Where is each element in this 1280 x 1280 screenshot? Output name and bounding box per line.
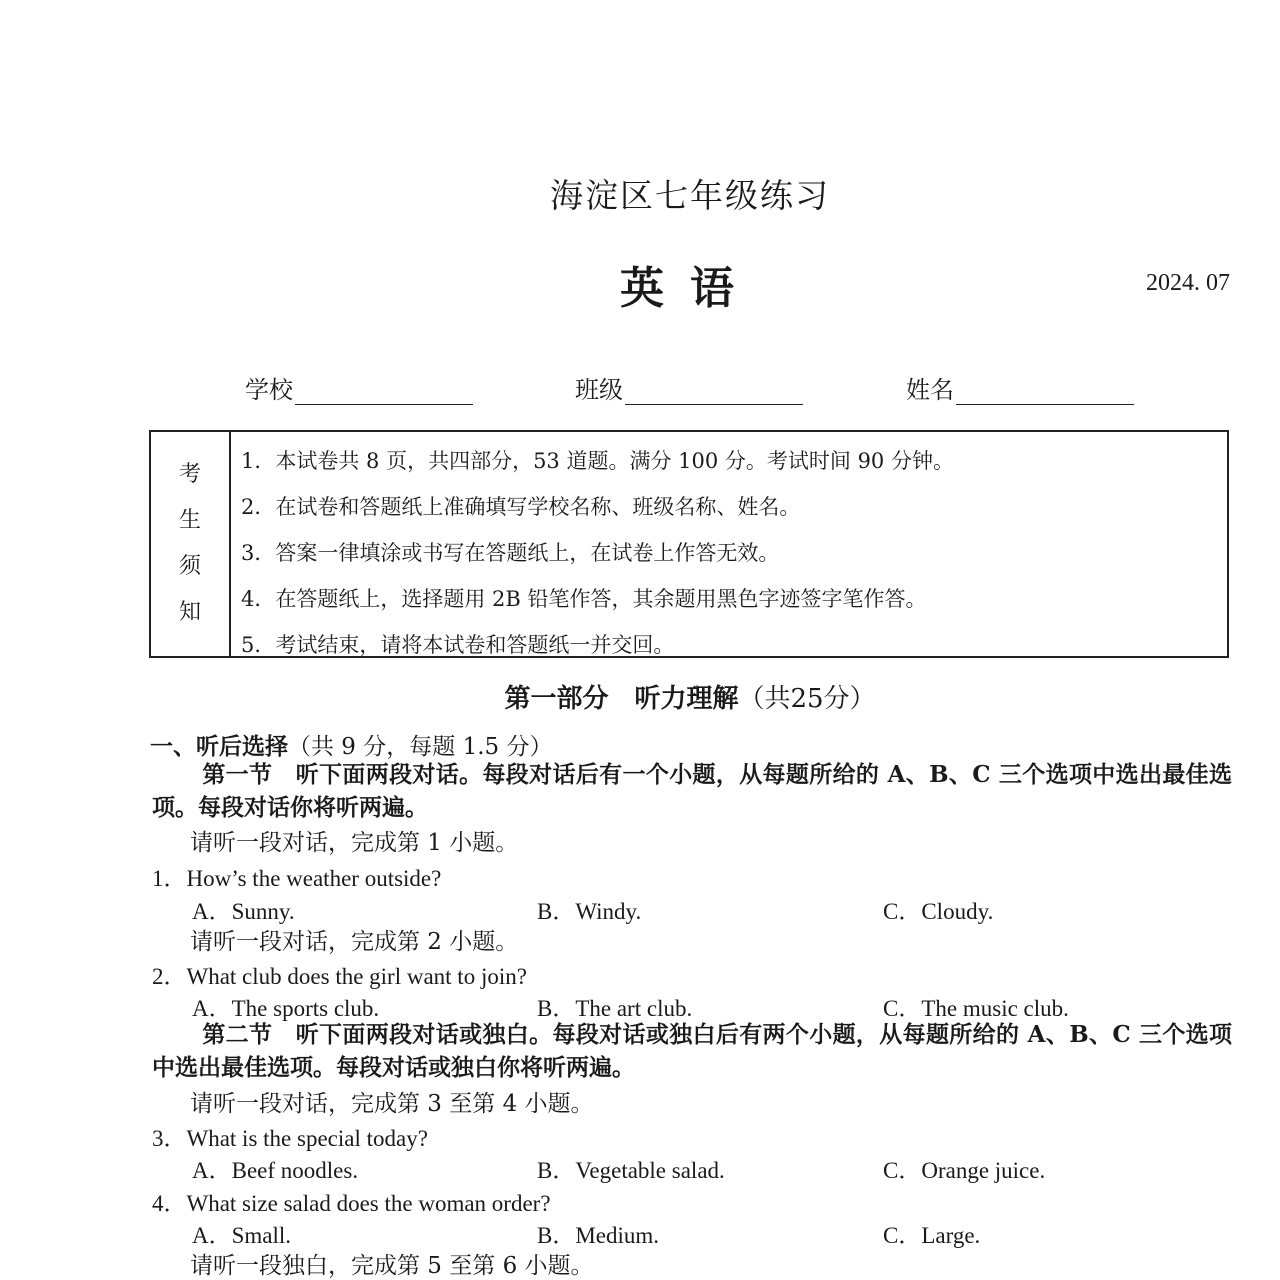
option-a[interactable]: A．Small. — [192, 1223, 292, 1248]
school-field[interactable] — [245, 370, 473, 405]
option-b[interactable]: B．The art club. — [537, 996, 693, 1021]
subsection-two-instruction — [152, 1018, 1232, 1084]
part-one-score: （共25分） — [738, 684, 876, 714]
option-b[interactable]: B．Windy. — [537, 899, 642, 924]
subsection-one-text: 听下面两段对话。每段对话后有一个小题，从每题所给的 A、B、C 三个选项中选出最佳选项。每段对话你将听两遍。 — [152, 761, 1233, 821]
notice-item: 3．答案一律填涂或书写在答题纸上，在试卷上作答无效。 — [241, 541, 780, 565]
name-label: 姓名 — [906, 376, 954, 404]
notice-item: 5．考试结束，请将本试卷和答题纸一并交回。 — [241, 633, 675, 657]
class-blank[interactable] — [625, 374, 803, 405]
notice-items — [231, 432, 1227, 656]
notice-label-char: 生 — [178, 508, 201, 533]
option-a[interactable]: A．Beef noodles. — [192, 1158, 359, 1183]
exam-title: 海淀区七年级练习 — [550, 176, 830, 215]
notice-label-char: 须 — [178, 554, 201, 579]
prompt-3: 请听一段对话，完成第 3 至第 4 小题。 — [190, 1091, 594, 1117]
section-heading — [150, 728, 552, 761]
option-b[interactable]: B．Vegetable salad. — [537, 1158, 725, 1183]
notice-label-char: 知 — [178, 600, 201, 625]
subsection-one-label: 第一节 — [202, 761, 273, 788]
question-2: 2．What club does the girl want to join? — [152, 964, 527, 989]
subsection-two-label: 第二节 — [202, 1021, 273, 1048]
subsection-one-instruction — [152, 758, 1232, 824]
option-c[interactable]: C．The music club. — [883, 996, 1069, 1021]
section-heading-note: （共 9 分，每题 1.5 分） — [288, 734, 553, 760]
notice-label-char: 考 — [178, 462, 201, 487]
notice-label — [151, 432, 231, 656]
subsection-two-text: 听下面两段对话或独白。每段对话或独白后有两个小题，从每题所给的 A、B、C 三个选项中选出最佳选项。每段对话或独白你将听两遍。 — [152, 1021, 1233, 1081]
notice-item: 1．本试卷共 8 页，共四部分，53 道题。满分 100 分。考试时间 90 分钟。 — [241, 449, 954, 473]
school-label: 学校 — [245, 376, 293, 404]
section-heading-label: 一、听后选择 — [150, 733, 288, 760]
question-4: 4．What size salad does the woman order? — [152, 1191, 551, 1216]
exam-notice-box — [149, 430, 1229, 658]
option-c[interactable]: C．Orange juice. — [883, 1158, 1046, 1183]
name-field[interactable] — [906, 370, 1134, 405]
prompt-1: 请听一段对话，完成第 1 小题。 — [190, 830, 519, 856]
part-one-title — [0, 678, 1280, 715]
option-c[interactable]: C．Large. — [883, 1223, 981, 1248]
exam-date: 2024. 07 — [1146, 270, 1230, 296]
option-a[interactable]: A．The sports club. — [192, 996, 380, 1021]
question-3: 3．What is the special today? — [152, 1126, 428, 1151]
prompt-2: 请听一段对话，完成第 2 小题。 — [190, 929, 519, 955]
prompt-4: 请听一段独白，完成第 5 至第 6 小题。 — [190, 1253, 594, 1279]
part-one-label: 第一部分 听力理解 — [504, 684, 739, 714]
question-1: 1．How’s the weather outside? — [152, 866, 442, 891]
school-blank[interactable] — [295, 374, 473, 405]
notice-item: 2．在试卷和答题纸上准确填写学校名称、班级名称、姓名。 — [241, 495, 801, 519]
notice-item: 4．在答题纸上，选择题用 2B 铅笔作答，其余题用黑色字迹签字笔作答。 — [241, 587, 927, 611]
option-c[interactable]: C．Cloudy. — [883, 899, 994, 924]
name-blank[interactable] — [956, 374, 1134, 405]
subject-title: 英语 — [620, 263, 760, 314]
class-label: 班级 — [575, 376, 623, 404]
class-field[interactable] — [575, 370, 803, 405]
option-b[interactable]: B．Medium. — [537, 1223, 660, 1248]
option-a[interactable]: A．Sunny. — [192, 899, 295, 924]
